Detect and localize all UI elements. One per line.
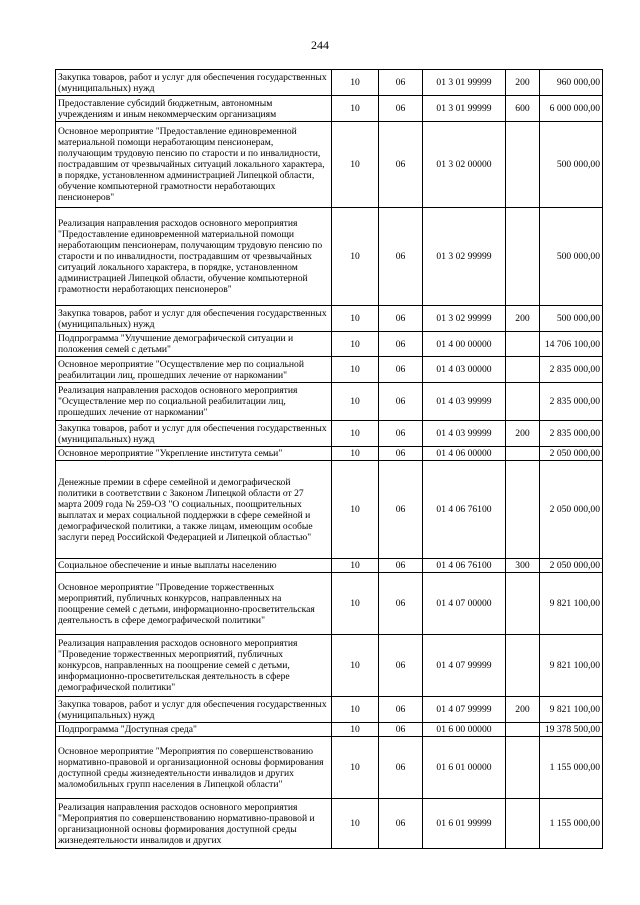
- table-cell-expense-type: 200: [506, 421, 540, 447]
- table-cell-subsection: 06: [379, 306, 423, 332]
- table-cell-expense-type: 300: [506, 559, 540, 573]
- table-row: [56, 447, 603, 461]
- table-cell-expense-type: [506, 635, 540, 697]
- table-cell-target-code: 01 4 00 00000: [423, 332, 506, 357]
- table-cell-expense-type: [506, 208, 540, 306]
- table-cell-target-code: 01 4 06 76100: [423, 461, 506, 559]
- table-cell-target-code: 01 4 03 99999: [423, 383, 506, 421]
- table-cell-target-code: 01 4 07 99999: [423, 635, 506, 697]
- budget-table: [55, 69, 603, 849]
- table-cell-expense-type: [506, 573, 540, 635]
- table-cell-amount: 14 706 100,00: [540, 332, 603, 357]
- table-cell-name: Социальное обеспечение и иные выплаты населению: [56, 559, 332, 573]
- table-cell-expense-type: 600: [506, 96, 540, 122]
- table-cell-amount: 2 050 000,00: [540, 559, 603, 573]
- table-cell-target-code: 01 3 02 99999: [423, 208, 506, 306]
- table-cell-expense-type: [506, 383, 540, 421]
- table-cell-name: Основное мероприятие "Укрепление института семьи": [56, 447, 332, 461]
- table-row: [56, 332, 603, 357]
- table-cell-subsection: 06: [379, 697, 423, 723]
- table-cell-expense-type: [506, 723, 540, 737]
- table-cell-name: Основное мероприятие "Проведение торжественных мероприятий, публичных конкурсов, направленных на поощрение семей с детьми, информационно-просветительская деятельность в сфере демографической политики": [56, 573, 332, 635]
- table-cell-target-code: 01 6 01 00000: [423, 737, 506, 799]
- table-cell-target-code: 01 4 07 00000: [423, 573, 506, 635]
- table-row: [56, 306, 603, 332]
- table-cell-name: Основное мероприятие "Мероприятия по совершенствованию нормативно-правовой и организационной основы формирования доступной среды жизнедеятельности инвалидов и других маломобильных групп населения в Липецкой области": [56, 737, 332, 799]
- table-row: [56, 697, 603, 723]
- table-cell-amount: 19 378 500,00: [540, 723, 603, 737]
- table-cell-amount: 2 050 000,00: [540, 447, 603, 461]
- table-cell-chapter: 10: [332, 447, 379, 461]
- table-cell-chapter: 10: [332, 697, 379, 723]
- table-cell-expense-type: 200: [506, 697, 540, 723]
- table-cell-expense-type: 200: [506, 306, 540, 332]
- table-cell-amount: 2 835 000,00: [540, 357, 603, 383]
- table-cell-amount: 960 000,00: [540, 70, 603, 96]
- table-row: [56, 737, 603, 799]
- table-cell-chapter: 10: [332, 70, 379, 96]
- table-cell-subsection: 06: [379, 447, 423, 461]
- table-cell-name: Реализация направления расходов основного мероприятия "Предоставление единовременной материальной помощи неработающим пенсионерам, получающим трудовую пенсию по старости и по инвалидности, пострадавшим от чрезвычайных ситуаций локального характера, в порядке, установленном администрацией Липецкой области, обучение компьютерной грамотности неработающих пенсионеров": [56, 208, 332, 306]
- table-cell-subsection: 06: [379, 332, 423, 357]
- table-cell-subsection: 06: [379, 421, 423, 447]
- table-row: [56, 723, 603, 737]
- table-cell-subsection: 06: [379, 461, 423, 559]
- table-cell-target-code: 01 3 01 99999: [423, 96, 506, 122]
- table-cell-amount: 9 821 100,00: [540, 573, 603, 635]
- table-cell-target-code: 01 3 01 99999: [423, 70, 506, 96]
- table-row: [56, 96, 603, 122]
- table-cell-chapter: 10: [332, 421, 379, 447]
- table-cell-subsection: 06: [379, 737, 423, 799]
- table-cell-expense-type: [506, 799, 540, 849]
- table-row: [56, 635, 603, 697]
- table-cell-amount: 9 821 100,00: [540, 635, 603, 697]
- table-cell-subsection: 06: [379, 383, 423, 421]
- table-cell-name: Основное мероприятие "Осуществление мер по социальной реабилитации лиц, прошедших лечение от наркомании": [56, 357, 332, 383]
- table-cell-amount: 2 835 000,00: [540, 383, 603, 421]
- table-cell-chapter: 10: [332, 357, 379, 383]
- table-cell-amount: 9 821 100,00: [540, 697, 603, 723]
- table-cell-target-code: 01 3 02 00000: [423, 122, 506, 208]
- table-cell-name: Предоставление субсидий бюджетным, автономным учреждениям и иным некоммерческим организациям: [56, 96, 332, 122]
- table-cell-subsection: 06: [379, 70, 423, 96]
- table-row: [56, 461, 603, 559]
- table-row: [56, 799, 603, 849]
- table-cell-chapter: 10: [332, 799, 379, 849]
- table-cell-name: Подпрограмма "Доступная среда": [56, 723, 332, 737]
- table-cell-subsection: 06: [379, 635, 423, 697]
- table-cell-subsection: 06: [379, 559, 423, 573]
- table-cell-name: Подпрограмма "Улучшение демографической ситуации и положения семей с детьми": [56, 332, 332, 357]
- table-cell-chapter: 10: [332, 96, 379, 122]
- table-row: [56, 383, 603, 421]
- table-cell-amount: 1 155 000,00: [540, 799, 603, 849]
- table-row: [56, 573, 603, 635]
- table-cell-target-code: 01 4 07 99999: [423, 697, 506, 723]
- table-row: [56, 208, 603, 306]
- table-cell-expense-type: [506, 332, 540, 357]
- table-cell-expense-type: 200: [506, 70, 540, 96]
- table-cell-amount: 500 000,00: [540, 306, 603, 332]
- table-cell-target-code: 01 4 06 00000: [423, 447, 506, 461]
- table-cell-subsection: 06: [379, 357, 423, 383]
- table-cell-expense-type: [506, 461, 540, 559]
- table-cell-amount: 2 050 000,00: [540, 461, 603, 559]
- table-cell-target-code: 01 6 00 00000: [423, 723, 506, 737]
- table-cell-chapter: 10: [332, 461, 379, 559]
- table-cell-target-code: 01 3 02 99999: [423, 306, 506, 332]
- table-row: [56, 357, 603, 383]
- table-cell-chapter: 10: [332, 306, 379, 332]
- table-cell-name: Закупка товаров, работ и услуг для обеспечения государственных (муниципальных) нужд: [56, 697, 332, 723]
- table-cell-chapter: 10: [332, 208, 379, 306]
- table-cell-name: Реализация направления расходов основного мероприятия "Мероприятия по совершенствованию нормативно-правовой и организационной основы формирования доступной среды жизнедеятельности инвалидов и других: [56, 799, 332, 849]
- table-cell-name: Закупка товаров, работ и услуг для обеспечения государственных (муниципальных) нужд: [56, 306, 332, 332]
- table-cell-name: Денежные премии в сфере семейной и демографической политики в соответствии с Законом Липецкой области от 27 марта 2009 года № 259-ОЗ "О социальных, поощрительных выплатах и мерах социальной поддержки в сфере семейной и демографической политики, а также лицам, имеющим особые заслуги перед Российской Федерацией и Липецкой областью": [56, 461, 332, 559]
- table-cell-subsection: 06: [379, 122, 423, 208]
- table-cell-target-code: 01 4 03 00000: [423, 357, 506, 383]
- table-cell-subsection: 06: [379, 96, 423, 122]
- table-cell-expense-type: [506, 122, 540, 208]
- table-cell-name: Закупка товаров, работ и услуг для обеспечения государственных (муниципальных) нужд: [56, 70, 332, 96]
- table-row: [56, 70, 603, 96]
- table-cell-expense-type: [506, 447, 540, 461]
- table-cell-amount: 1 155 000,00: [540, 737, 603, 799]
- table-cell-chapter: 10: [332, 332, 379, 357]
- table-cell-target-code: 01 4 06 76100: [423, 559, 506, 573]
- table-cell-amount: 6 000 000,00: [540, 96, 603, 122]
- table-cell-target-code: 01 6 01 99999: [423, 799, 506, 849]
- table-cell-name: Закупка товаров, работ и услуг для обеспечения государственных (муниципальных) нужд: [56, 421, 332, 447]
- table-row: [56, 421, 603, 447]
- table-cell-chapter: 10: [332, 559, 379, 573]
- table-cell-name: Основное мероприятие "Предоставление единовременной материальной помощи неработающим пенсионерам, получающим трудовую пенсию по старости и по инвалидности, пострадавшим от чрезвычайных ситуаций локального характера, в порядке, установленном администрацией Липецкой области, обучение компьютерной грамотности неработающих пенсионеров": [56, 122, 332, 208]
- table-cell-subsection: 06: [379, 573, 423, 635]
- table-cell-expense-type: [506, 737, 540, 799]
- table-cell-chapter: 10: [332, 573, 379, 635]
- table-cell-name: Реализация направления расходов основного мероприятия "Осуществление мер по социальной реабилитации лиц, прошедших лечение от наркомании": [56, 383, 332, 421]
- table-cell-chapter: 10: [332, 635, 379, 697]
- table-cell-chapter: 10: [332, 737, 379, 799]
- table-cell-subsection: 06: [379, 723, 423, 737]
- table-cell-chapter: 10: [332, 723, 379, 737]
- table-cell-subsection: 06: [379, 799, 423, 849]
- table-cell-amount: 500 000,00: [540, 122, 603, 208]
- table-cell-subsection: 06: [379, 208, 423, 306]
- table-row: [56, 122, 603, 208]
- table-cell-amount: 2 835 000,00: [540, 421, 603, 447]
- page-number: 244: [311, 38, 329, 52]
- table-cell-name: Реализация направления расходов основного мероприятия "Проведение торжественных мероприятий, публичных конкурсов, направленных на поощрение семей с детьми, информационно-просветительская деятельность в сфере демографической политики": [56, 635, 332, 697]
- table-cell-chapter: 10: [332, 383, 379, 421]
- table-cell-chapter: 10: [332, 122, 379, 208]
- table-cell-target-code: 01 4 03 99999: [423, 421, 506, 447]
- table-cell-expense-type: [506, 357, 540, 383]
- table-row: [56, 559, 603, 573]
- table-cell-amount: 500 000,00: [540, 208, 603, 306]
